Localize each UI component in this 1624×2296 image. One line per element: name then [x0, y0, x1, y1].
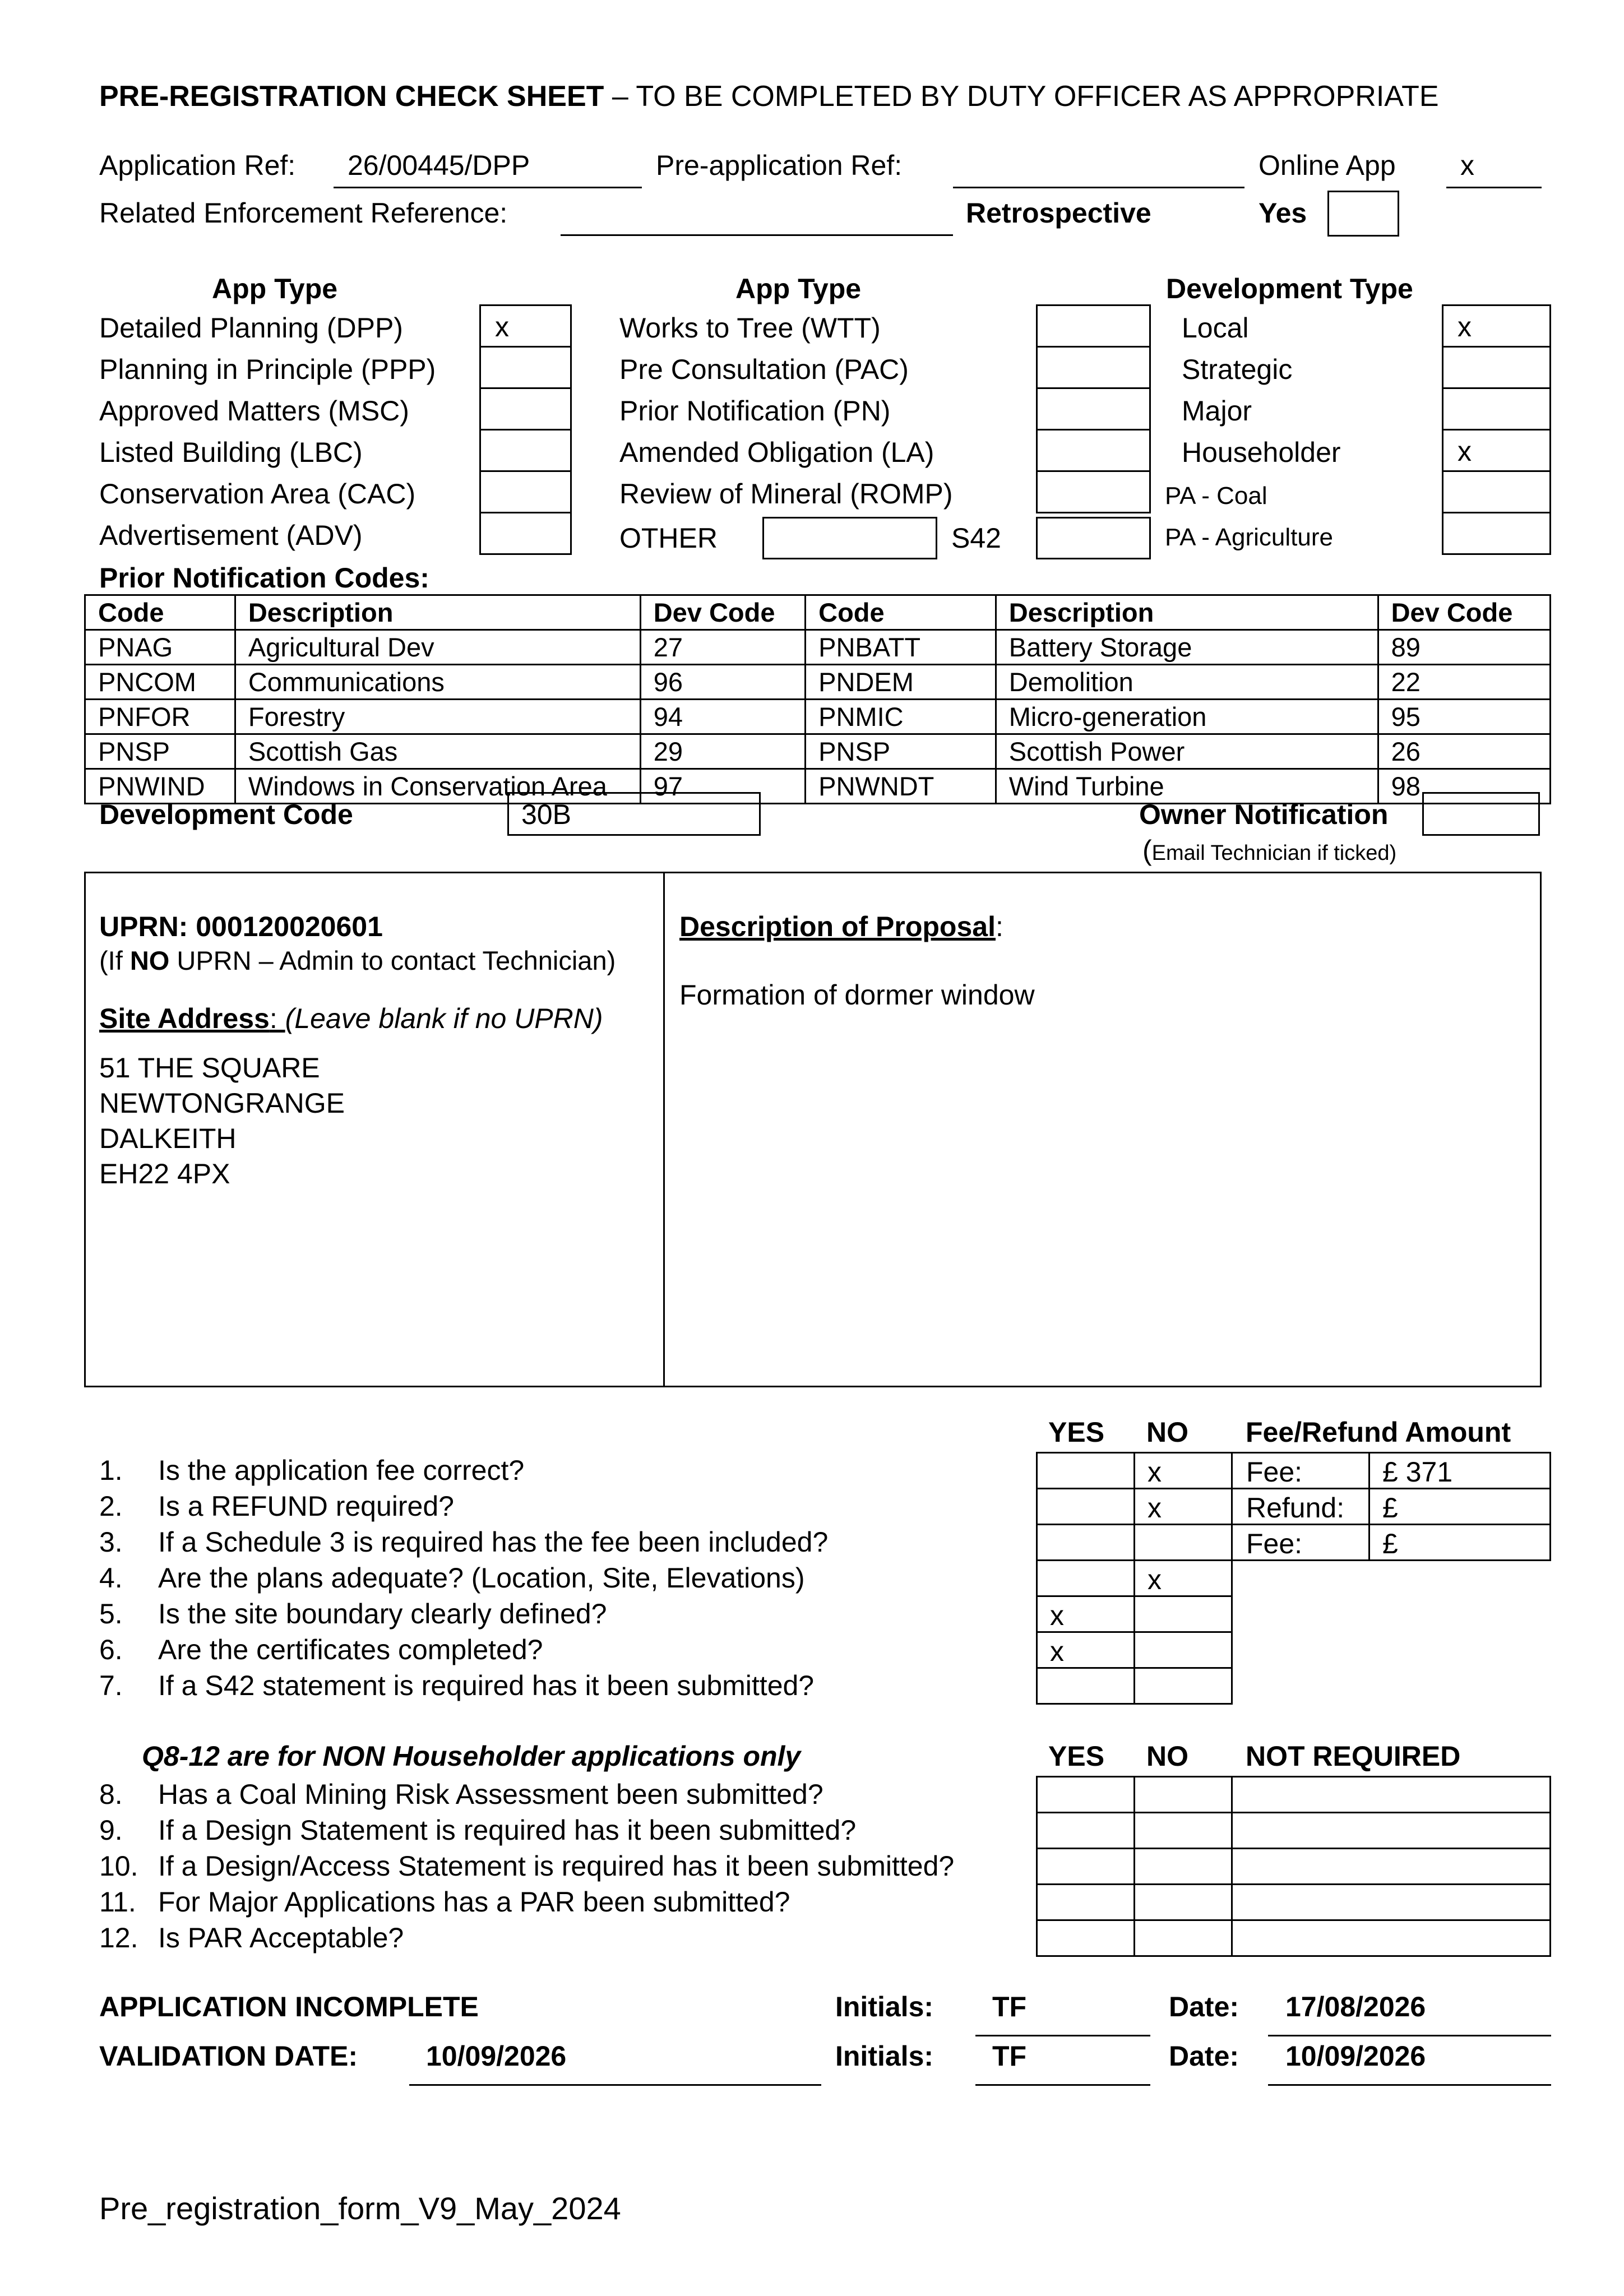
other-label: OTHER	[619, 522, 718, 554]
codes-cell: PNMIC	[806, 700, 996, 734]
check-yes-box[interactable]	[1036, 1631, 1135, 1669]
app-type-heading-2: App Type	[735, 273, 862, 304]
fee-label-cell	[1231, 1452, 1370, 1489]
check-number: 2.	[99, 1490, 123, 1522]
retrospective-yes-label: Yes	[1259, 197, 1307, 229]
owner-note-text: Email Technician if ticked)	[1151, 841, 1397, 865]
nh-no-box[interactable]	[1133, 1883, 1233, 1921]
nh-nr-box[interactable]	[1231, 1848, 1551, 1885]
codes-header-cell: Code	[806, 595, 996, 630]
dev-type-checkbox[interactable]	[1442, 304, 1551, 348]
codes-cell: Agricultural Dev	[235, 630, 640, 665]
nh-not-required-header: NOT REQUIRED	[1246, 1740, 1461, 1772]
codes-cell: Micro-generation	[996, 700, 1378, 734]
dev-code-value: 30B	[521, 799, 571, 830]
validation-date-underline	[1268, 2084, 1551, 2086]
nh-yes-box[interactable]	[1036, 1883, 1135, 1921]
app-type-label: Advertisement (ADV)	[99, 520, 363, 551]
dev-type-mark: x	[1458, 311, 1472, 342]
check-question: Is a REFUND required?	[158, 1490, 454, 1522]
app-type-label: Review of Mineral (ROMP)	[619, 478, 953, 510]
check-yes-box[interactable]	[1036, 1559, 1135, 1597]
app-type-checkbox[interactable]	[479, 429, 572, 472]
uprn-note-b: NO	[129, 946, 170, 975]
app-type-checkbox[interactable]	[1036, 429, 1151, 472]
check-no-mark: x	[1148, 1564, 1162, 1595]
online-app-underline	[1446, 187, 1542, 188]
check-no-box[interactable]	[1133, 1452, 1233, 1489]
validation-value[interactable]: 10/09/2026	[426, 2040, 567, 2072]
dev-type-label: PA - Agriculture	[1165, 524, 1333, 551]
form-title-bold: PRE-REGISTRATION CHECK SHEET	[99, 80, 604, 113]
codes-cell: 29	[640, 734, 805, 769]
check-yes-box[interactable]	[1036, 1667, 1135, 1705]
non-householder-heading: Q8-12 are for NON Householder applications only	[142, 1740, 801, 1772]
fee-label: Fee:	[1246, 1456, 1303, 1488]
dev-code-label: Development Code	[99, 799, 353, 830]
app-type-label: Conservation Area (CAC)	[99, 478, 416, 510]
check-question: Are the plans adequate? (Location, Site, Elevations)	[158, 1562, 805, 1594]
check-no-mark: x	[1148, 1492, 1162, 1524]
dev-type-label: Strategic	[1182, 354, 1293, 385]
dev-type-mark: x	[1458, 436, 1472, 467]
codes-cell: 27	[640, 630, 805, 665]
app-type-checkbox[interactable]	[1036, 304, 1151, 348]
check-question: Is the site boundary clearly defined?	[158, 1598, 607, 1630]
check-question: Is the application fee correct?	[158, 1455, 525, 1486]
address-line: NEWTONGRANGE	[99, 1087, 345, 1119]
owner-notification-checkbox[interactable]	[1422, 792, 1540, 836]
check-yes-box[interactable]	[1036, 1595, 1135, 1633]
app-type-label: Approved Matters (MSC)	[99, 395, 409, 427]
table-row	[85, 734, 1551, 769]
s42-label: S42	[951, 522, 1001, 554]
incomplete-date-underline	[1268, 2035, 1551, 2036]
codes-cell: Wind Turbine	[996, 769, 1378, 804]
fee-label-cell	[1231, 1488, 1370, 1525]
app-type-label: Detailed Planning (DPP)	[99, 312, 403, 344]
dev-type-heading: Development Type	[1166, 273, 1413, 304]
check-question: Are the certificates completed?	[158, 1634, 543, 1665]
codes-cell: 98	[1378, 769, 1550, 804]
app-type-label: Works to Tree (WTT)	[619, 312, 881, 344]
check-question: If a S42 statement is required has it been submitted?	[158, 1670, 815, 1701]
validation-initials[interactable]: TF	[992, 2040, 1027, 2072]
checks-yes-header: YES	[1048, 1417, 1105, 1448]
codes-header-cell: Description	[996, 595, 1378, 630]
codes-cell: PNWIND	[85, 769, 235, 804]
uprn-note-a: (If	[99, 946, 130, 975]
dev-type-label: PA - Coal	[1165, 482, 1267, 510]
codes-header-cell: Dev Code	[1378, 595, 1550, 630]
codes-cell: PNCOM	[85, 665, 235, 700]
app-type-checkbox[interactable]	[1036, 346, 1151, 389]
app-type-checkbox[interactable]	[1036, 470, 1151, 513]
table-row	[85, 665, 1551, 700]
owner-note-paren: (	[1142, 835, 1152, 866]
app-type-checkbox[interactable]	[479, 346, 572, 389]
validation-underline	[409, 2084, 821, 2086]
proposal-colon: :	[995, 911, 1003, 942]
codes-cell: Demolition	[996, 665, 1378, 700]
fee-label: Fee:	[1246, 1528, 1303, 1559]
incomplete-label: APPLICATION INCOMPLETE	[99, 1991, 479, 2022]
check-question: If a Schedule 3 is required has the fee been included?	[158, 1526, 829, 1558]
fee-value-cell[interactable]	[1368, 1524, 1551, 1561]
uprn-note	[99, 947, 616, 974]
fee-value: £	[1382, 1492, 1398, 1524]
nh-number: 8.	[99, 1779, 123, 1810]
site-address-colon: :	[269, 1003, 285, 1034]
dev-type-label: Local	[1182, 312, 1249, 344]
uprn: UPRN: 000120020601	[99, 911, 383, 942]
app-ref-label: Application Ref:	[99, 150, 296, 181]
codes-cell: PNAG	[85, 630, 235, 665]
fee-label: Refund:	[1246, 1492, 1345, 1524]
app-type-checkbox[interactable]	[479, 512, 572, 555]
app-type-heading-1: App Type	[212, 273, 338, 304]
nh-nr-box[interactable]	[1231, 1883, 1551, 1921]
nh-no-box[interactable]	[1133, 1776, 1233, 1813]
check-number: 1.	[99, 1455, 123, 1486]
nh-yes-box[interactable]	[1036, 1848, 1135, 1885]
address-line: 51 THE SQUARE	[99, 1052, 320, 1084]
nh-no-box[interactable]	[1133, 1812, 1233, 1849]
nh-number: 10.	[99, 1850, 138, 1882]
check-yes-mark: x	[1050, 1600, 1064, 1631]
codes-cell: 22	[1378, 665, 1550, 700]
dev-type-label: Householder	[1182, 437, 1341, 468]
dev-type-checkbox[interactable]	[1442, 429, 1551, 472]
codes-cell: Windows in Conservation Area	[235, 769, 640, 804]
check-no-box[interactable]	[1133, 1595, 1233, 1633]
owner-notification-label: Owner Notification	[1139, 799, 1389, 830]
proposal-label: Description of Proposal	[679, 911, 996, 942]
fee-label-cell	[1231, 1524, 1370, 1561]
check-number: 6.	[99, 1634, 123, 1665]
validation-initials-underline	[975, 2084, 1150, 2086]
validation-initials-label: Initials:	[835, 2040, 934, 2072]
address-line: EH22 4PX	[99, 1158, 230, 1189]
app-type-label: Amended Obligation (LA)	[619, 437, 934, 468]
codes-cell: Battery Storage	[996, 630, 1378, 665]
app-type-checkbox[interactable]	[479, 387, 572, 430]
dev-type-checkbox[interactable]	[1442, 512, 1551, 555]
dev-type-checkbox[interactable]	[1442, 470, 1551, 513]
nh-question: For Major Applications has a PAR been submitted?	[158, 1886, 790, 1918]
codes-cell: 96	[640, 665, 805, 700]
nh-nr-box[interactable]	[1231, 1776, 1551, 1813]
dev-code-field[interactable]	[507, 792, 761, 836]
app-type-mark: x	[495, 311, 509, 342]
s42-checkbox[interactable]	[1036, 517, 1151, 559]
incomplete-date-label: Date:	[1169, 1991, 1239, 2022]
nh-nr-box[interactable]	[1231, 1919, 1551, 1957]
codes-cell: Communications	[235, 665, 640, 700]
retrospective-label: Retrospective	[966, 197, 1151, 229]
codes-header-cell: Dev Code	[640, 595, 805, 630]
codes-cell: 97	[640, 769, 805, 804]
nh-question: Has a Coal Mining Risk Assessment been submitted?	[158, 1779, 823, 1810]
nh-no-box[interactable]	[1133, 1919, 1233, 1957]
fee-value: £ 371	[1382, 1456, 1453, 1488]
check-yes-box[interactable]	[1036, 1452, 1135, 1489]
codes-cell: 95	[1378, 700, 1550, 734]
check-no-box[interactable]	[1133, 1559, 1233, 1597]
form-title	[99, 82, 1439, 111]
uprn-note-c: UPRN – Admin to contact Technician)	[169, 946, 616, 975]
check-yes-box[interactable]	[1036, 1524, 1135, 1561]
app-type-label: Pre Consultation (PAC)	[619, 354, 909, 385]
codes-cell: 94	[640, 700, 805, 734]
codes-cell: Scottish Gas	[235, 734, 640, 769]
incomplete-initials[interactable]: TF	[992, 1991, 1027, 2022]
checks-no-header: NO	[1146, 1417, 1188, 1448]
nh-number: 11.	[99, 1886, 136, 1918]
enforcement-underline	[561, 234, 953, 236]
incomplete-initials-underline	[975, 2035, 1150, 2036]
nh-number: 9.	[99, 1814, 123, 1846]
check-number: 7.	[99, 1670, 123, 1701]
pre-app-label: Pre-application Ref:	[656, 150, 903, 181]
site-address-heading	[99, 1004, 603, 1033]
app-type-checkbox[interactable]	[479, 470, 572, 513]
check-yes-box[interactable]	[1036, 1488, 1135, 1525]
address-line: DALKEITH	[99, 1123, 237, 1154]
nh-number: 12.	[99, 1922, 138, 1954]
table-row	[85, 700, 1551, 734]
form-version: Pre_registration_form_V9_May_2024	[99, 2191, 621, 2226]
nh-no-box[interactable]	[1133, 1848, 1233, 1885]
form-title-rest: – TO BE COMPLETED BY DUTY OFFICER AS APPROPRIATE	[604, 80, 1439, 113]
pre-app-underline	[953, 187, 1244, 188]
check-no-box[interactable]	[1133, 1488, 1233, 1525]
table-row	[85, 630, 1551, 665]
fee-value-cell[interactable]	[1368, 1452, 1551, 1489]
validation-date-label: Date:	[1169, 2040, 1239, 2072]
codes-cell: PNDEM	[806, 665, 996, 700]
codes-header-cell: Description	[235, 595, 640, 630]
incomplete-initials-label: Initials:	[835, 1991, 934, 2022]
owner-notification-note	[1142, 836, 1396, 864]
nh-yes-box[interactable]	[1036, 1812, 1135, 1849]
codes-header-row	[85, 595, 1551, 630]
site-address-hint: (Leave blank if no UPRN)	[285, 1003, 603, 1034]
online-app-value[interactable]: x	[1460, 150, 1474, 181]
prior-codes-heading: Prior Notification Codes:	[99, 562, 429, 594]
check-number: 5.	[99, 1598, 123, 1630]
site-address-label: Site Address	[99, 1003, 270, 1034]
fee-value-cell[interactable]	[1368, 1488, 1551, 1525]
check-number: 3.	[99, 1526, 123, 1558]
incomplete-date[interactable]: 17/08/2026	[1285, 1991, 1426, 2022]
check-number: 4.	[99, 1562, 123, 1594]
nh-question: Is PAR Acceptable?	[158, 1922, 404, 1954]
dev-type-label: Major	[1182, 395, 1252, 427]
proposal-heading	[679, 913, 1003, 941]
proposal-text: Formation of dormer window	[679, 979, 1035, 1011]
online-app-label: Online App	[1259, 150, 1396, 181]
site-proposal-divider	[663, 872, 665, 1387]
dev-type-checkbox[interactable]	[1442, 346, 1551, 389]
nh-yes-box[interactable]	[1036, 1776, 1135, 1813]
nh-no-header: NO	[1146, 1740, 1188, 1772]
nh-yes-header: YES	[1048, 1740, 1105, 1772]
check-no-box[interactable]	[1133, 1667, 1233, 1705]
codes-cell: PNFOR	[85, 700, 235, 734]
codes-header-cell: Code	[85, 595, 235, 630]
nh-question: If a Design Statement is required has it been submitted?	[158, 1814, 857, 1846]
codes-cell: Scottish Power	[996, 734, 1378, 769]
codes-cell: PNBATT	[806, 630, 996, 665]
nh-question: If a Design/Access Statement is required has it been submitted?	[158, 1850, 955, 1882]
check-yes-mark: x	[1050, 1636, 1064, 1667]
validation-label: VALIDATION DATE:	[99, 2040, 358, 2072]
retrospective-yes-checkbox[interactable]	[1327, 191, 1399, 237]
fee-value: £	[1382, 1528, 1398, 1559]
other-input[interactable]	[762, 517, 937, 559]
dev-type-checkbox[interactable]	[1442, 387, 1551, 430]
codes-cell: PNWNDT	[806, 769, 996, 804]
app-type-checkbox[interactable]	[1036, 387, 1151, 430]
check-no-box[interactable]	[1133, 1524, 1233, 1561]
app-ref-value[interactable]: 26/00445/DPP	[348, 150, 530, 181]
codes-cell: 26	[1378, 734, 1550, 769]
enforcement-label: Related Enforcement Reference:	[99, 197, 508, 229]
app-type-checkbox[interactable]	[479, 304, 572, 348]
codes-cell: PNSP	[806, 734, 996, 769]
nh-nr-box[interactable]	[1231, 1812, 1551, 1849]
codes-cell: PNSP	[85, 734, 235, 769]
app-type-label: Prior Notification (PN)	[619, 395, 891, 427]
app-ref-underline	[334, 187, 642, 188]
prior-codes-table	[84, 594, 1551, 804]
codes-cell: Forestry	[235, 700, 640, 734]
app-type-label: Planning in Principle (PPP)	[99, 354, 436, 385]
fee-refund-header: Fee/Refund Amount	[1246, 1417, 1511, 1448]
nh-yes-box[interactable]	[1036, 1919, 1135, 1957]
check-no-mark: x	[1148, 1456, 1162, 1488]
check-no-box[interactable]	[1133, 1631, 1233, 1669]
codes-cell: 89	[1378, 630, 1550, 665]
app-type-label: Listed Building (LBC)	[99, 437, 363, 468]
validation-date[interactable]: 10/09/2026	[1285, 2040, 1426, 2072]
